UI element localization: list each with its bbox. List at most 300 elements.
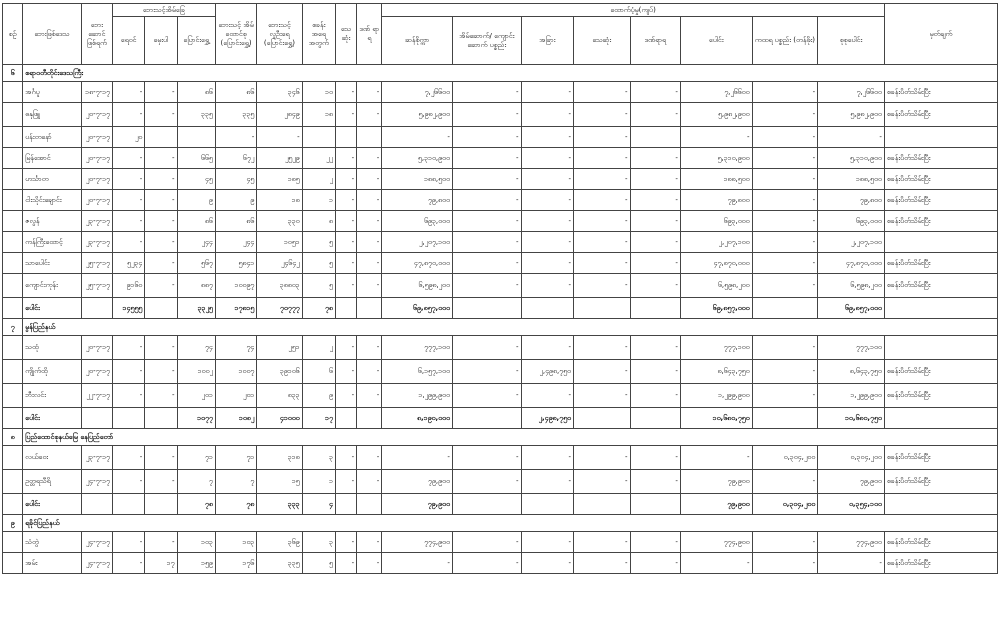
cell-rice: ၇၇၄,၉၀၀ [382, 532, 453, 553]
cell-collapse: ၁၇ [145, 553, 177, 574]
total-rice: ၇၉,၉၀၀ [382, 494, 453, 515]
cell-inj_aid: - [630, 384, 680, 408]
cell-total: ၇၉,၉၀၀ [818, 470, 885, 494]
cell-death_aid: - [574, 190, 631, 211]
cell-collapse: - [145, 446, 177, 470]
cell-kta: - [752, 336, 818, 360]
cell-total: ၅,၉၈၂,၉၀၀ [818, 103, 885, 127]
cell-total: ၇၉,၈၀၀ [818, 190, 885, 211]
cell-camps: ၂ [302, 336, 335, 360]
cell-collapse: - [145, 470, 177, 494]
cell-name: သထုံ [23, 336, 82, 360]
flood-relief-table [2, 3, 998, 574]
total-inj [357, 494, 382, 515]
cell-camps: ၅ [302, 274, 335, 298]
cell-name: လယ်ဝေး [23, 446, 82, 470]
cell-pop: ၃၆၉ [257, 532, 302, 553]
cell-subtotal: ၅,၃၁၀,၉၀၀ [680, 148, 752, 169]
cell-pop: ၂၄၆၄၂ [257, 253, 302, 274]
cell-camps: ၃ [302, 446, 335, 470]
cell-kta: - [752, 360, 818, 384]
total-kta [752, 408, 818, 429]
cell-flood: - [112, 82, 144, 103]
cell-inj: - [357, 232, 382, 253]
cell-camps: ၅ [302, 553, 335, 574]
cell-remark: စခန်းပိတ်သိမ်းပြီး [884, 103, 997, 127]
cell-dead: - [335, 169, 356, 190]
cell-other: - [521, 148, 573, 169]
cell-name: ကန်ကြီးထောင့် [23, 232, 82, 253]
cell-inj: - [357, 148, 382, 169]
total-inj_aid [630, 408, 680, 429]
total-camps: ၇၈ [302, 298, 335, 319]
total-collapse [145, 298, 177, 319]
cell-pop: ၃၃၀ [257, 211, 302, 232]
cell-pop: ၁၈ [257, 190, 302, 211]
cell-death_aid: - [574, 446, 631, 470]
header-dead: သေ ဆုံး [335, 4, 356, 65]
total-inj [357, 408, 382, 429]
cell-total: ၇၇၄,၉၀၀ [818, 532, 885, 553]
cell-subtotal: ၄၇,၈၇၀,၀၀၀ [680, 253, 752, 274]
cell-total: - [818, 553, 885, 574]
table-row [3, 253, 998, 274]
cell-pop: ၃၉၁၀၆ [257, 360, 302, 384]
header-rice-aid: ဆန်စိုက္ကာ [382, 17, 453, 65]
cell-rice: ၁၈၈,၅၀၀ [382, 169, 453, 190]
section-number: ၆ [3, 65, 23, 82]
cell-inj_aid: - [630, 336, 680, 360]
section-title: ပြည်ထောင်စုနယ်မြေ နေပြည်တော် [23, 429, 998, 446]
header-relocated: ပြောင်းရွှေ့ [177, 17, 215, 65]
cell-total: ၂,၂၀၇,၁၀၀ [818, 232, 885, 253]
cell-dead: - [335, 336, 356, 360]
cell-moved: ၇၁ [177, 446, 215, 470]
cell-camps: ၂၂ [302, 148, 335, 169]
cell-flood: - [112, 169, 144, 190]
row-blank-no [3, 103, 23, 127]
row-blank-no [3, 384, 23, 408]
table-body [3, 65, 998, 574]
section-header [3, 65, 998, 82]
cell-total: ၄၇,၈၇၀,၀၀၀ [818, 253, 885, 274]
cell-rice: ၂,၂၀၇,၁၀၀ [382, 232, 453, 253]
header-no: စဥ် [3, 4, 23, 65]
row-blank-no [3, 211, 23, 232]
total-blank-no [3, 408, 23, 429]
cell-inj: - [357, 336, 382, 360]
cell-remark: စခန်းပိတ်သိမ်းပြီး [884, 82, 997, 103]
cell-moved: ၇ [177, 470, 215, 494]
total-pop: ၇၀၇၇၇ [257, 298, 302, 319]
cell-total: ၇၇၇,၁၀၀ [818, 336, 885, 360]
cell-total: - [818, 127, 885, 148]
cell-collapse [145, 127, 177, 148]
cell-kta: ၀,၃၀၄,၂၀၀ [752, 446, 818, 470]
cell-subtotal: ၂,၂၀၇,၁၀၀ [680, 232, 752, 253]
cell-collapse: - [145, 274, 177, 298]
table-row [3, 232, 998, 253]
total-other [521, 494, 573, 515]
total-collapse [145, 408, 177, 429]
cell-inj_aid: - [630, 148, 680, 169]
cell-moved: ၁၅၉ [177, 553, 215, 574]
cell-dead: - [335, 532, 356, 553]
cell-other: - [521, 532, 573, 553]
total-moved: ၁၀၇၇ [177, 408, 215, 429]
cell-dead: - [335, 446, 356, 470]
cell-other: - [521, 82, 573, 103]
cell-name: မြန်အောင် [23, 148, 82, 169]
total-death_aid [574, 408, 631, 429]
cell-death_aid: - [574, 532, 631, 553]
cell-remark: စခန်းပိတ်သိမ်းပြီး [884, 169, 997, 190]
cell-other: - [521, 470, 573, 494]
cell-house: - [452, 446, 521, 470]
table-row [3, 470, 998, 494]
cell-inj_aid: - [630, 253, 680, 274]
header-camps: စခန်း အရေ အတွက် [302, 4, 335, 65]
cell-camps: ၃ [302, 532, 335, 553]
row-blank-no [3, 169, 23, 190]
total-subtotal: ၆၉,၈၅၇,၀၀၀ [680, 298, 752, 319]
cell-subtotal: ၈,၆၄၃,၇၅၀ [680, 360, 752, 384]
cell-flood: - [112, 211, 144, 232]
cell-moved: ၇၄ [177, 336, 215, 360]
cell-inj: - [357, 384, 382, 408]
cell-remark: စခန်းပိတ်သိမ်းပြီး [884, 384, 997, 408]
total-hh: ၁၀၈၂ [215, 408, 256, 429]
row-blank-no [3, 253, 23, 274]
cell-inj_aid: - [630, 103, 680, 127]
cell-date: ၂၀-၇-၁၇ [81, 360, 112, 384]
cell-hh: ၉ [215, 190, 256, 211]
cell-death_aid: - [574, 470, 631, 494]
cell-hh: ၆၇၂ [215, 148, 256, 169]
cell-name: ကျိုက်ထို [23, 360, 82, 384]
cell-remark: စခန်းပိတ်သိမ်းပြီး [884, 446, 997, 470]
cell-rice: ၇၇၇,၁၀၀ [382, 336, 453, 360]
cell-dead: - [335, 232, 356, 253]
cell-inj_aid: - [630, 274, 680, 298]
cell-name: ဥတ္တရသီရိ [23, 470, 82, 494]
cell-inj_aid: - [630, 360, 680, 384]
cell-inj_aid: - [630, 232, 680, 253]
cell-house: - [452, 103, 521, 127]
total-inj_aid [630, 298, 680, 319]
total-moved: ၇၈ [177, 494, 215, 515]
cell-collapse: - [145, 169, 177, 190]
cell-camps: ၂ [302, 169, 335, 190]
cell-inj: - [357, 470, 382, 494]
cell-kta: - [752, 384, 818, 408]
cell-other: - [521, 211, 573, 232]
cell-house: - [452, 360, 521, 384]
total-label: ပေါင်း [23, 298, 82, 319]
row-blank-no [3, 274, 23, 298]
table-row [3, 384, 998, 408]
total-row [3, 298, 998, 319]
cell-inj_aid: - [630, 470, 680, 494]
cell-subtotal: ၁၈၈,၅၀၀ [680, 169, 752, 190]
cell-rice: - [382, 446, 453, 470]
cell-flood: - [112, 336, 144, 360]
cell-pop: - [257, 127, 302, 148]
cell-remark [884, 232, 997, 253]
cell-inj: - [357, 360, 382, 384]
cell-date: ၂၃-၇-၁၇ [81, 211, 112, 232]
cell-subtotal: - [680, 127, 752, 148]
cell-collapse: - [145, 148, 177, 169]
cell-rice: ၅,၃၁၀,၉၀၀ [382, 148, 453, 169]
cell-hh: ၂၄၄ [215, 232, 256, 253]
cell-date: ၂၀-၇-၁၇ [81, 190, 112, 211]
cell-date: ၂၃-၇-၁၇ [81, 232, 112, 253]
cell-collapse: - [145, 211, 177, 232]
cell-date: ၂၀-၇-၁၇ [81, 148, 112, 169]
cell-moved: ၁၀၀၂ [177, 360, 215, 384]
cell-inj_aid [630, 127, 680, 148]
cell-hh: ၄၅ [215, 169, 256, 190]
cell-date: ၂၅-၇-၁၇ [81, 274, 112, 298]
cell-house: - [452, 127, 521, 148]
cell-inj_aid: - [630, 532, 680, 553]
cell-inj: - [357, 169, 382, 190]
total-flood [112, 494, 144, 515]
cell-other: - [521, 190, 573, 211]
cell-house: - [452, 384, 521, 408]
cell-kta: - [752, 190, 818, 211]
cell-name: ငါးသိုင်းချောင်း [23, 190, 82, 211]
header-injured: ဒဏ် ရာ ရ [357, 4, 382, 65]
header-house-aid: အိမ်ဆောက်/ ကျောင်းဆောက် ပစ္စည်း [452, 17, 521, 65]
cell-subtotal: ၇၉,၉၀၀ [680, 470, 752, 494]
cell-rice: ၆၉၃,၀၀၀ [382, 211, 453, 232]
total-camps: ၁၇ [302, 408, 335, 429]
total-death_aid [574, 494, 631, 515]
total-row [3, 494, 998, 515]
row-blank-no [3, 232, 23, 253]
cell-name: အမ်း [23, 553, 82, 574]
header-households: ဘေးသင့် အိမ် ထောင်စု (ပြောင်းရွှေ့) [215, 4, 256, 65]
cell-rice: ၇၉,၉၀၀ [382, 470, 453, 494]
cell-hh: ၁၀၀၉၇ [215, 274, 256, 298]
cell-name: ဟင်္သာတ [23, 169, 82, 190]
cell-subtotal: ၅,၉၈၂,၉၀၀ [680, 103, 752, 127]
table-row [3, 148, 998, 169]
header-township: ဘေးဖြစ်ဒေသ [23, 4, 82, 65]
cell-moved: ၈၆ [177, 82, 215, 103]
total-dead [335, 408, 356, 429]
cell-pop: ၁၅ [257, 470, 302, 494]
cell-camps: ၁၀ [302, 82, 335, 103]
cell-date: ၂၀-၇-၁၇ [81, 103, 112, 127]
total-flood: ၁၄၅၅၅ [112, 298, 144, 319]
row-blank-no [3, 148, 23, 169]
cell-collapse: - [145, 103, 177, 127]
cell-camps: ၈ [302, 211, 335, 232]
cell-remark: စခန်းပိတ်သိမ်းပြီး [884, 532, 997, 553]
cell-date: ၂၄-၇-၁၇ [81, 532, 112, 553]
cell-death_aid: - [574, 169, 631, 190]
total-pop: ၃၃၃ [257, 494, 302, 515]
total-subtotal: ၁၀,၆၈၀,၇၅၀ [680, 408, 752, 429]
table-row [3, 336, 998, 360]
cell-remark: စခန်းပိတ်သိမ်းပြီး [884, 553, 997, 574]
cell-name: ကျောင်းကုန်း [23, 274, 82, 298]
cell-other: ၂,၄၉၈,၇၅၀ [521, 360, 573, 384]
cell-moved: ၄၅ [177, 169, 215, 190]
total-collapse [145, 494, 177, 515]
cell-house: - [452, 470, 521, 494]
cell-kta: - [752, 232, 818, 253]
cell-date: ၂၀-၇-၁၇ [81, 127, 112, 148]
total-camps: ၄ [302, 494, 335, 515]
cell-date: ၂၀-၇-၁၇ [81, 169, 112, 190]
cell-subtotal: ၇၇၄,၉၀၀ [680, 532, 752, 553]
cell-rice: ၆,၅၉၈,၂၀၀ [382, 274, 453, 298]
total-inj [357, 298, 382, 319]
cell-hh: ၂၀၁ [215, 384, 256, 408]
table-row [3, 82, 998, 103]
section-number: ၉ [3, 515, 23, 532]
cell-hh: ၈၆ [215, 211, 256, 232]
total-inj_aid [630, 494, 680, 515]
cell-other: - [521, 169, 573, 190]
row-blank-no [3, 82, 23, 103]
cell-camps: ၆ [302, 360, 335, 384]
cell-rice: ၁,၂၉၉,၉၀၀ [382, 384, 453, 408]
cell-dead: - [335, 553, 356, 574]
cell-collapse: - [145, 82, 177, 103]
cell-camps: ၁ [302, 470, 335, 494]
cell-subtotal: ၇,၂၆၆၀၀ [680, 82, 752, 103]
cell-rice: ၇၉,၈၀၀ [382, 190, 453, 211]
total-remark [884, 298, 997, 319]
cell-subtotal: ၆,၅၉၈,၂၀၀ [680, 274, 752, 298]
cell-remark: စခန်းပိတ်သိမ်းပြီး [884, 148, 997, 169]
total-kta: ၀,၃၀၄,၂၀၀ [752, 494, 818, 515]
cell-house: - [452, 190, 521, 211]
cell-hh: ၁၀၃ [215, 532, 256, 553]
cell-pop: ၁၀၅၁ [257, 232, 302, 253]
cell-house: - [452, 148, 521, 169]
cell-camps: ၉ [302, 384, 335, 408]
cell-inj: - [357, 446, 382, 470]
row-blank-no [3, 127, 23, 148]
cell-flood: - [112, 470, 144, 494]
cell-date: ၂၄-၇-၁၇ [81, 553, 112, 574]
cell-pop: ၃၃၅ [257, 553, 302, 574]
cell-kta: - [752, 211, 818, 232]
cell-rice: - [382, 553, 453, 574]
cell-hh: ၁၀၀၇ [215, 360, 256, 384]
cell-moved [177, 127, 215, 148]
cell-house: - [452, 211, 521, 232]
cell-house: - [452, 169, 521, 190]
cell-total: ၇,၂၆၆၀၀ [818, 82, 885, 103]
cell-name: ဓနုဖြူ [23, 103, 82, 127]
cell-total: ၈,၆၄၃,၇၅၀ [818, 360, 885, 384]
section-title: မွန်ပြည်နယ် [23, 319, 998, 336]
header-date: ဘေး ဆောင် ဖြစ်ရက် [81, 4, 112, 65]
cell-total: ၁၈၈,၅၀၀ [818, 169, 885, 190]
total-house [452, 494, 521, 515]
cell-name: ဇလွန် [23, 211, 82, 232]
cell-subtotal: ၇၇၇,၁၀၀ [680, 336, 752, 360]
cell-other: - [521, 274, 573, 298]
total-row [3, 408, 998, 429]
cell-rice: ၄၇,၈၇၀,၀၀၀ [382, 253, 453, 274]
table-row [3, 446, 998, 470]
row-blank-no [3, 532, 23, 553]
cell-inj: - [357, 82, 382, 103]
cell-moved: ၉ [177, 190, 215, 211]
cell-date: ၂၂-၇-၁၇ [81, 384, 112, 408]
table-row [3, 553, 998, 574]
cell-house: - [452, 232, 521, 253]
row-blank-no [3, 190, 23, 211]
cell-date: ၂၀-၇-၁၇ [81, 336, 112, 360]
row-blank-no [3, 360, 23, 384]
cell-dead: - [335, 103, 356, 127]
cell-moved: ၂၀၁ [177, 384, 215, 408]
total-other [521, 298, 573, 319]
cell-moved: ၂၄၄ [177, 232, 215, 253]
cell-total: ၅,၃၁၀,၉၀၀ [818, 148, 885, 169]
cell-flood: ၅၂၃၄ [112, 253, 144, 274]
total-subtotal: ၇၉,၉၀၀ [680, 494, 752, 515]
cell-inj [357, 127, 382, 148]
table-row [3, 103, 998, 127]
cell-inj: - [357, 103, 382, 127]
cell-hh: ၅၈၄၁ [215, 253, 256, 274]
cell-pop: ၂၈၄၉ [257, 103, 302, 127]
cell-collapse: - [145, 253, 177, 274]
cell-dead: - [335, 82, 356, 103]
cell-kta: - [752, 82, 818, 103]
cell-name: သာပေါင်း [23, 253, 82, 274]
cell-remark: စခန်းပိတ်သိမ်းပြီး [884, 274, 997, 298]
cell-remark: စခန်းပိတ်သိမ်းပြီး [884, 211, 997, 232]
cell-collapse: - [145, 384, 177, 408]
header-collapsed: မှေးပါ [145, 17, 177, 65]
cell-flood: - [112, 232, 144, 253]
cell-hh: ၇၄ [215, 336, 256, 360]
cell-remark: စခန်းပိတ်သိမ်းပြီး [884, 253, 997, 274]
section-header [3, 319, 998, 336]
cell-rice: ၅,၉၈၂,၉၀၀ [382, 103, 453, 127]
total-rice: ၈,၁၉၀,၀၀၀ [382, 408, 453, 429]
cell-flood: - [112, 103, 144, 127]
cell-house: - [452, 553, 521, 574]
cell-kta: - [752, 532, 818, 553]
cell-inj_aid: - [630, 211, 680, 232]
cell-pop: ၂၅၁ [257, 336, 302, 360]
cell-death_aid: - [574, 127, 631, 148]
cell-date: ၂၅-၇-၁၇ [81, 253, 112, 274]
cell-flood: - [112, 190, 144, 211]
cell-flood: - [112, 532, 144, 553]
cell-camps: ၅ [302, 232, 335, 253]
cell-other: - [521, 103, 573, 127]
total-rice: ၆၉,၈၅၇,၀၀၀ [382, 298, 453, 319]
header-remark: မှတ်ချက် [884, 4, 997, 65]
row-blank-no [3, 553, 23, 574]
total-house [452, 298, 521, 319]
cell-inj: - [357, 253, 382, 274]
cell-dead: - [335, 384, 356, 408]
